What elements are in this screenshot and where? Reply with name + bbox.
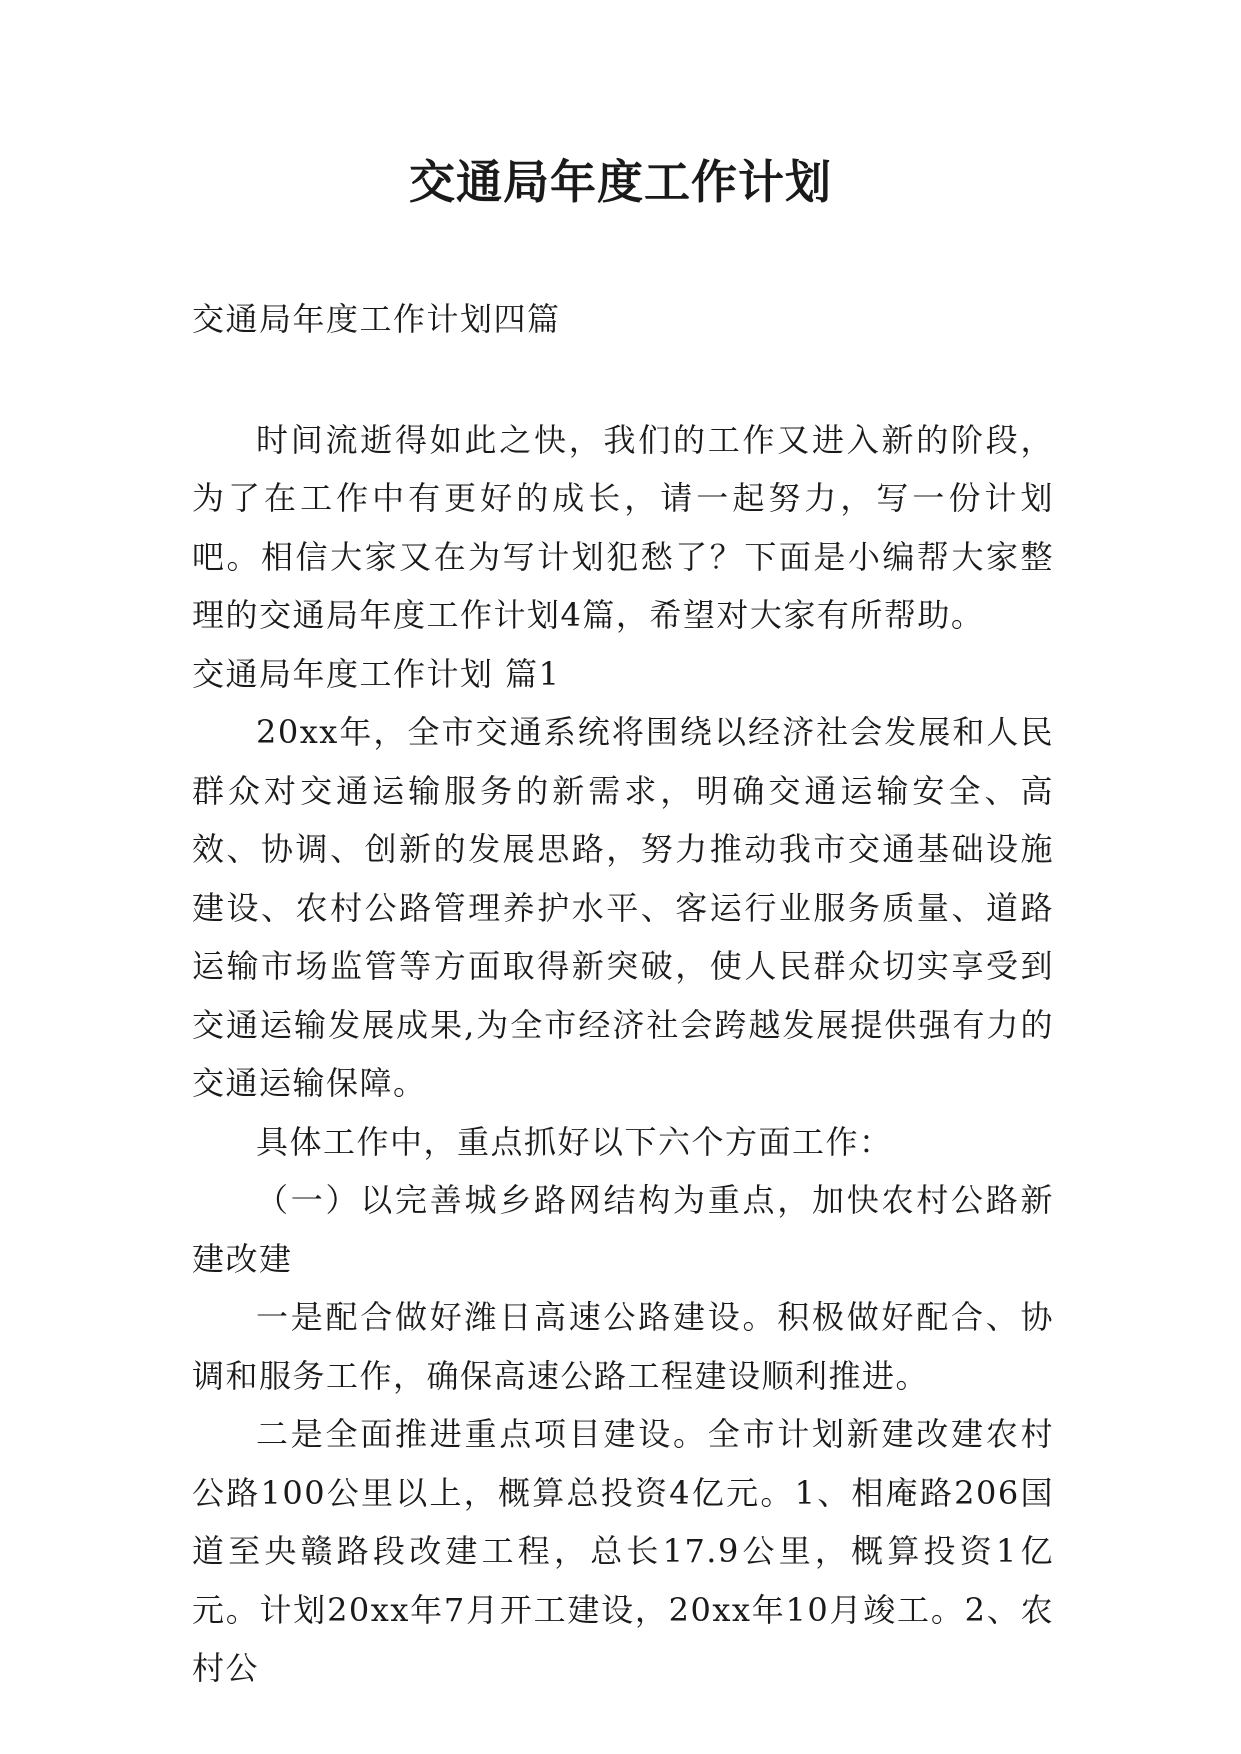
intro-paragraph: 时间流逝得如此之快，我们的工作又进入新的阶段，为了在工作中有更好的成长，请一起努力，写一份计划吧。相信大家又在为写计划犯愁了？下面是小编帮大家整理的交通局年度工作计划4篇，希望对大家有所帮助。 (192, 420, 1054, 634)
item-paragraph-2: 二是全面推进重点项目建设。全市计划新建改建农村公路100公里以上，概算总投资4亿元。1、相庵路206国道至央赣路段改建工程，总长17.9公里，概算投资1亿元。计划20xx年7月开工建设，20xx年10月竣工。2、农村公 (192, 1415, 1054, 1687)
section-heading-part-1: 交通局年度工作计划 篇1 (192, 654, 561, 693)
document-title: 交通局年度工作计划 (409, 155, 832, 209)
overview-paragraph: 20xx年，全市交通系统将围绕以经济社会发展和人民群众对交通运输服务的新需求，明确交通运输安全、高效、协调、创新的发展思路，努力推动我市交通基础设施建设、农村公路管理养护水平、客运行业服务质量、道路运输市场监管等方面取得新突破，使人民群众切实享受到交通运输发展成果,为全市经济社会跨越发展提供强有力的交通运输保障。 (192, 713, 1054, 1102)
focus-intro-paragraph: 具体工作中，重点抓好以下六个方面工作： (256, 1122, 893, 1161)
document-body (192, 290, 1054, 1698)
document-subtitle: 交通局年度工作计划四篇 (192, 300, 561, 338)
subtitle-spacer (192, 349, 1054, 411)
item-paragraph-1: 一是配合做好潍日高速公路建设。积极做好配合、协调和服务工作，确保高速公路工程建设顺利推进。 (192, 1298, 1054, 1395)
item-heading-1: （一）以完善城乡路网结构为重点，加快农村公路新建改建 (192, 1181, 1054, 1278)
